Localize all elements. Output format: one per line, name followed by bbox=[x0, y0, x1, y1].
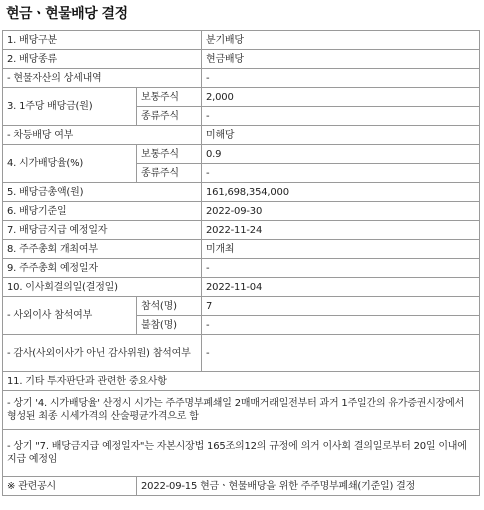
sub-label: 종류주식 bbox=[137, 107, 202, 126]
row-shareholder-meeting bbox=[3, 240, 480, 259]
row-value: 2,000 bbox=[202, 88, 480, 107]
related-disclosure-link: 2022-09-15 현금ㆍ현물배당을 위한 주주명부폐쇄(기준일) 결정 bbox=[137, 477, 480, 496]
row-label: 8. 주주총회 개최여부 bbox=[3, 240, 202, 259]
sub-label: 보통주식 bbox=[137, 145, 202, 164]
row-label: 4. 시가배당율(%) bbox=[3, 145, 137, 183]
row-value: 7 bbox=[202, 297, 480, 316]
row-label: 6. 배당기준일 bbox=[3, 202, 202, 221]
row-other-matters bbox=[3, 372, 480, 391]
row-value: - bbox=[202, 316, 480, 335]
row-dividend-per-share bbox=[3, 88, 480, 107]
row-label: 9. 주주총회 예정일자 bbox=[3, 259, 202, 278]
row-auditor-attendance bbox=[3, 335, 480, 372]
row-total-dividend bbox=[3, 183, 480, 202]
row-label: 3. 1주당 배당금(원) bbox=[3, 88, 137, 126]
row-related-disclosure bbox=[3, 477, 480, 496]
row-label: 1. 배당구분 bbox=[3, 31, 202, 50]
row-outside-directors-attendance bbox=[3, 297, 480, 316]
row-value: - bbox=[202, 164, 480, 183]
row-dividend-type bbox=[3, 31, 480, 50]
row-label: 7. 배당금지급 예정일자 bbox=[3, 221, 202, 240]
row-note-dividend-yield bbox=[3, 391, 480, 430]
row-value: 미개최 bbox=[202, 240, 480, 259]
row-value: 2022-11-24 bbox=[202, 221, 480, 240]
row-payment-date bbox=[3, 221, 480, 240]
sub-label: 보통주식 bbox=[137, 88, 202, 107]
row-value: 0.9 bbox=[202, 145, 480, 164]
note-text: - 상기 '4. 시가배당율' 산정시 시가는 주주명부폐쇄일 2매매거래일전부터 과거 1주일간의 유가증권시장에서 형성된 최종 시세가격의 산술평균가격으로 함 bbox=[3, 391, 480, 430]
row-value: - bbox=[202, 107, 480, 126]
row-value: 분기배당 bbox=[202, 31, 480, 50]
row-value: 현금배당 bbox=[202, 50, 480, 69]
row-value: 2022-11-04 bbox=[202, 278, 480, 297]
row-label: - 감사(사외이사가 아닌 감사위원) 참석여부 bbox=[3, 335, 202, 372]
sub-label: 종류주식 bbox=[137, 164, 202, 183]
row-dividend-yield bbox=[3, 145, 480, 164]
page-title: 현금ㆍ현물배당 결정 bbox=[6, 6, 128, 22]
row-note-payment-date bbox=[3, 430, 480, 477]
row-value: - bbox=[202, 69, 480, 88]
row-label: 11. 기타 투자판단과 관련한 중요사항 bbox=[3, 372, 480, 391]
row-label: ※ 관련공시 bbox=[3, 477, 137, 496]
row-label: - 사외이사 참석여부 bbox=[3, 297, 137, 335]
row-label: 5. 배당금총액(원) bbox=[3, 183, 202, 202]
row-label: - 차등배당 여부 bbox=[3, 126, 202, 145]
row-value: 미해당 bbox=[202, 126, 480, 145]
note-text: - 상기 "7. 배당금지급 예정일자"는 자본시장법 165조의12의 규정에 의거 이사회 결의일로부터 20일 이내에 지급 예정임 bbox=[3, 430, 480, 477]
sub-label: 불참(명) bbox=[137, 316, 202, 335]
row-record-date bbox=[3, 202, 480, 221]
row-value: - bbox=[202, 335, 480, 372]
row-value: 161,698,354,000 bbox=[202, 183, 480, 202]
row-differential-dividend bbox=[3, 126, 480, 145]
row-label: 2. 배당종류 bbox=[3, 50, 202, 69]
row-label: 10. 이사회결의일(결정일) bbox=[3, 278, 202, 297]
row-value: 2022-09-30 bbox=[202, 202, 480, 221]
row-board-resolution-date bbox=[3, 278, 480, 297]
row-label: - 현물자산의 상세내역 bbox=[3, 69, 202, 88]
disclosure-table bbox=[2, 30, 480, 496]
row-in-kind-asset-detail bbox=[3, 69, 480, 88]
sub-label: 참석(명) bbox=[137, 297, 202, 316]
row-dividend-kind bbox=[3, 50, 480, 69]
row-meeting-date bbox=[3, 259, 480, 278]
row-value: - bbox=[202, 259, 480, 278]
